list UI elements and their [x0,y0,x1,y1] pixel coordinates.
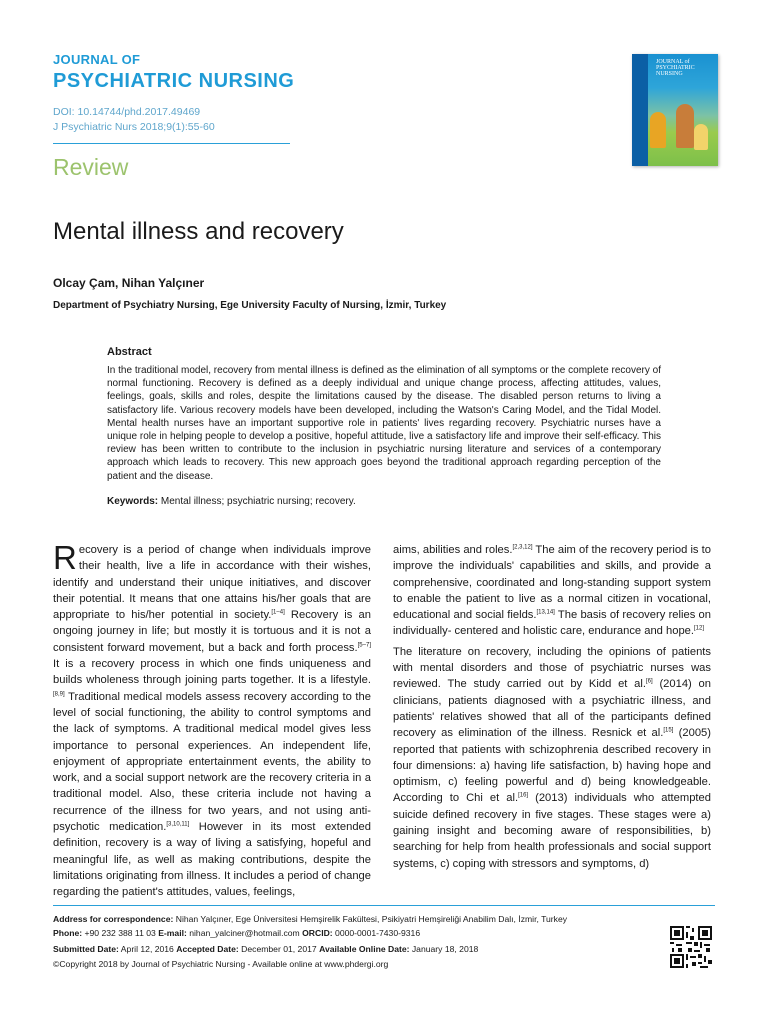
citation-ref[interactable]: [6] [646,678,653,685]
citation: J Psychiatric Nurs 2018;9(1):55-60 [53,121,215,133]
contact-line [53,928,420,938]
citation-ref[interactable]: [13,14] [536,609,555,616]
orcid-id[interactable]: 0000-0001-7430-9316 [332,928,421,938]
email-address[interactable]: nihan_yalciner@hotmail.com [186,928,303,938]
citation-ref[interactable]: [12] [694,625,705,632]
online-label: Available Online Date: [319,944,410,954]
correspondence-text: Nihan Yalçıner, Ege Üniversitesi Hemşirelik Fakültesi, Psikiyatri Hemşireliği Anabilim Dalı, İzmir, Turkey [173,914,568,924]
phone-label: Phone: [53,928,83,938]
cover-figure-shape [694,124,708,150]
body-column-left [53,539,371,905]
keywords-text: Mental illness; psychiatric nursing; recovery. [160,496,356,507]
body-text: The literature on recovery, including the opinions of patients with mental disorders and those of psychiatric nurses was reviewed. The study carried out by Kidd et al. [393,645,711,691]
body-text: (2014) on clinicians, patients diagnosed with a psychiatric illness, and patients' relatives showed that all of the participants defined recovery as elimination of the illness. Resnick et al. [393,678,712,740]
accepted-date: December 01, 2017 [238,944,320,954]
drop-cap: R [53,539,77,576]
header-rule [53,143,290,144]
article-title: Mental illness and recovery [53,218,344,245]
correspondence-address [53,914,567,924]
body-text: Traditional medical models assess recovery according to the level of social functioning, the ability to control symptoms and the lack of symptoms. A traditional medical model gives less importance to personal experiences. An independent life, enjoyment of appropriate entertainment events, the ability to work, and a social support network are the recovery criteria in a traditional model. Also, these criteria include not having a recurrence of the illness for two years, and not using anti-psychotic medication. [53,690,371,834]
citation-ref[interactable]: [3,10,11] [166,821,190,828]
citation-ref[interactable]: [8,9] [53,690,65,697]
footer-rule [53,905,715,906]
submitted-date: April 12, 2016 [118,944,177,954]
body-paragraph [53,539,371,901]
orcid-label: ORCID: [302,928,333,938]
authors: Olcay Çam, Nihan Yalçıner [53,276,205,290]
keywords-label: Keywords: [107,496,159,507]
journal-cover-image [632,54,718,166]
cover-title-line1: JOURNAL of [656,59,690,65]
doi[interactable]: DOI: 10.14744/phd.2017.49469 [53,106,201,118]
cover-title [656,59,695,77]
email-label: E-mail: [158,928,187,938]
article-type: Review [53,154,129,180]
cover-figure-shape [676,104,694,148]
submitted-label: Submitted Date: [53,944,119,954]
cover-spine-strip [632,54,648,166]
citation-ref[interactable]: [5–7] [357,642,371,649]
cover-figure-shape [650,112,666,148]
abstract-heading: Abstract [107,346,152,358]
abstract-text: In the traditional model, recovery from mental illness is defined as the elimination of all symptoms or the complete recovery of normal functioning. Recovery is defined as a deeply individual and unique change process, affecting attitudes, values, feelings, goals, skills and roles, despite the limitations caused by the disease. The disabled person returns to living a satisfactory life. Various recovery models have been developed, including the Watson's Caring Model, and the Tidal Model. Mental health nurses have an important supportive role in patients' lives regarding recovery. Psychiatric nurses have a unique role in helping people to develop a positive, hopeful attitude, live a satisfactory life and improve their self-efficacy. This review has been written to contribute to the inclusion in psychiatric nursing literature and services of a contemporary approach which leads to recovery. This new approach goes beyond the traditional approach regarding perception of the patient and the disease. [107,365,661,482]
body-text: The basis of recovery relies on individually- centered and holistic care, endurance and hope. [393,609,712,638]
citation-ref[interactable]: [1–4] [271,609,285,616]
copyright: ©Copyright 2018 by Journal of Psychiatric Nursing - Available online at www.phdergi.org [53,959,389,969]
cover-title-line3: NURSING [656,71,683,77]
body-text: It is a recovery process in which one finds uniqueness and builds wholeness through joining parts together. It is a lifestyle. [53,658,371,687]
affiliation: Department of Psychiatry Nursing, Ege University Faculty of Nursing, İzmir, Turkey [53,300,447,311]
journal-name-line1: JOURNAL OF [53,52,141,67]
accepted-label: Accepted Date: [176,944,239,954]
body-column-right [393,542,711,876]
cover-title-line2: PSYCHIATRIC [656,65,695,71]
body-paragraph [393,542,711,640]
citation-ref[interactable]: [15] [663,727,674,734]
body-text: aims, abilities and roles. [393,544,513,556]
body-text: ecovery is a period of change when individuals improve their health, live a life in accordance with their wishes, identify and understand their unique initiatives, and discover their potential. It means that one attains his/her goals that are appropriate to his/her potential in society. [53,544,371,622]
body-text: (2005) reported that patients with schizophrenia described recovery in four dimensions: a) having life satisfaction, b) having hope and optimism, c) feeling powerful and d) being knowledgeable. According to Chi et al. [393,727,711,805]
qr-code-icon[interactable] [668,924,714,970]
phone-number: +90 232 388 11 03 [82,928,159,938]
body-text: (2013) individuals who attempted suicide defined recovery in five stages. These stages were a) gaining insight and becoming aware of responsibilities, b) searching for help from health professionals and social support systems, c) coping with stressors and symptoms, d) [393,792,711,870]
correspondence-label: Address for correspondence: [53,914,174,924]
citation-ref[interactable]: [2,3,12] [512,544,533,551]
body-text: Recovery is an ongoing journey in life; but mostly it is tortuous and it is not a consistent forward movement, but a back and forth process. [53,609,371,654]
journal-name-line2: PSYCHIATRIC NURSING [53,70,295,92]
citation-ref[interactable]: [16] [518,792,529,799]
keywords [107,496,356,507]
online-date: January 18, 2018 [409,944,479,954]
dates-line [53,944,478,954]
body-text: The aim of the recovery period is to improve the individuals' capabilities and skills, and provide a comprehensive, coordinated and long-standing support system to enable the patient to live as a normal citizen in vocational, educational and social fields. [393,544,711,622]
body-text: However in its most extended definition, recovery is a way of living a satisfying, hopeful and meaningful life, as well as making contributions, despite the limitations originating from illness. It includes a period of change regarding the patient's attitudes, values, feelings, [53,821,371,899]
body-paragraph [393,644,711,872]
